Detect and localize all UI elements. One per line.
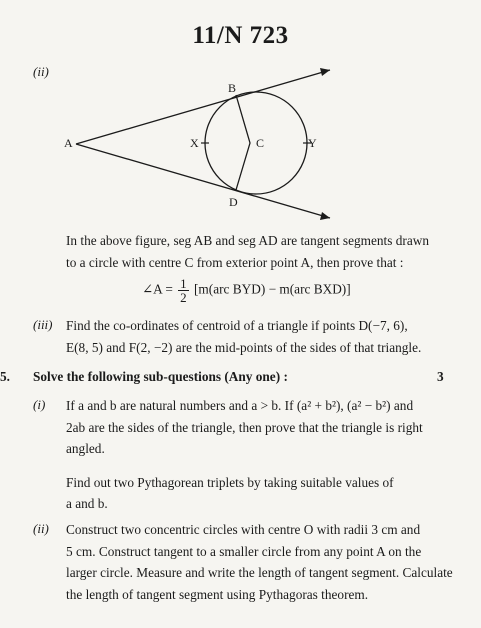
text-line: a and b.	[66, 496, 108, 511]
text-line: larger circle. Measure and write the length of tangent segment. Calculate	[66, 565, 453, 580]
formula-right: [m(arc BYD) − m(arc BXD)]	[194, 281, 351, 297]
label-b: B	[228, 81, 237, 95]
section-marks: 3	[437, 369, 444, 384]
question-label-5i: (i)	[33, 397, 46, 412]
text-line: E(8, 5) and F(2, −2) are the mid-points of the sides of that triangle.	[66, 339, 422, 355]
text-line: In the above figure, seg AB and seg AD are tangent segments drawn	[66, 233, 429, 248]
tangent-line-ad	[76, 144, 330, 218]
arrowhead-top	[320, 68, 330, 76]
formula-left: ∠A =	[142, 281, 173, 297]
formula	[142, 277, 351, 304]
label-x: X	[190, 136, 199, 150]
question-5i-text	[66, 395, 466, 515]
text-line: angled.	[66, 441, 105, 456]
text-line: 2ab are the sides of the triangle, then prove that the triangle is right	[66, 419, 423, 435]
section-number: 5.	[0, 369, 10, 384]
text-line: Find the co-ordinates of centroid of a triangle if points D(−7, 6),	[66, 318, 408, 333]
label-d: D	[229, 195, 238, 209]
fraction-denominator: 2	[180, 290, 187, 305]
question-label-ii: (ii)	[33, 64, 49, 79]
question-label-5ii: (ii)	[33, 521, 49, 536]
question-5ii-text	[66, 519, 468, 605]
text-line: If a and b are natural numbers and a > b. If (a² + b²), (a² − b²) and	[66, 398, 414, 413]
page-title: 11/N 723	[192, 22, 289, 49]
question-ii-text	[66, 230, 461, 273]
fraction-numerator: 1	[180, 276, 187, 291]
chord-bcd	[236, 95, 250, 190]
question-label-iii: (iii)	[33, 317, 53, 332]
text-line: to a circle with centre C from exterior point A, then prove that :	[66, 254, 404, 270]
tangent-figure	[0, 0, 481, 240]
label-a: A	[64, 136, 73, 150]
section-heading: Solve the following sub-questions (Any one) :	[33, 369, 288, 384]
text-line: Find out two Pythagorean triplets by taking suitable values of	[66, 474, 394, 490]
text-line: the length of tangent segment using Pythagoras theorem.	[66, 586, 369, 602]
question-iii-text	[66, 315, 466, 358]
label-c: C	[256, 136, 265, 150]
label-y: Y	[308, 136, 317, 150]
fraction-half	[178, 277, 189, 304]
arrowhead-bottom	[320, 212, 330, 220]
text-line: 5 cm. Construct tangent to a smaller circle from any point A on the	[66, 543, 422, 559]
text-line: Construct two concentric circles with centre O with radii 3 cm and	[66, 522, 421, 537]
